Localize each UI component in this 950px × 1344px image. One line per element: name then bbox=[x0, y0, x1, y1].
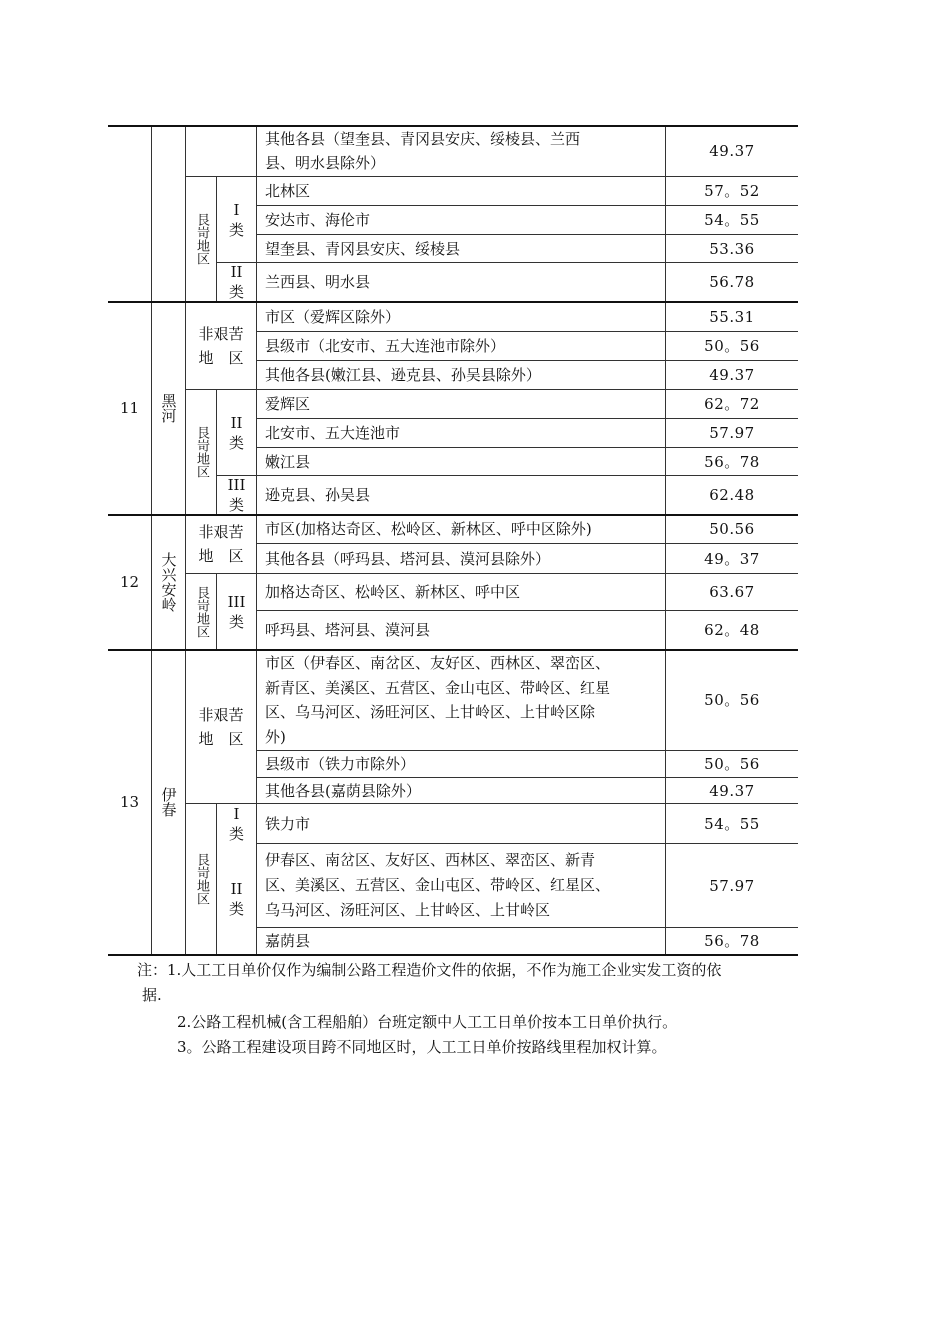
area-cell: 其他各县(嘉荫县除外） bbox=[265, 781, 421, 800]
class-label: II 类 bbox=[228, 413, 244, 452]
row-number: 11 bbox=[119, 399, 140, 417]
price-cell: 49.37 bbox=[709, 366, 755, 384]
price-cell: 62。72 bbox=[704, 395, 760, 413]
price-cell: 53.36 bbox=[709, 239, 755, 258]
area-cell: 伊春区、南岔区、友好区、西林区、翠峦区、新青 区、美溪区、五营区、金山屯区、带岭区、红星区、 乌马河区、汤旺河区、上甘岭区、上甘岭区 bbox=[265, 851, 611, 919]
area-cell: 安达市、海伦市 bbox=[265, 211, 371, 229]
class-label: I 类 bbox=[228, 804, 244, 843]
area-cell: 加格达奇区、松岭区、新林区、呼中区 bbox=[265, 583, 521, 601]
class-label: III 类 bbox=[227, 476, 246, 514]
price-cell: 62。48 bbox=[704, 621, 760, 639]
city-name bbox=[152, 302, 185, 514]
area-cell: 逊克县、孙吴县 bbox=[265, 486, 371, 504]
area-cell: 北安市、五大连池市 bbox=[265, 424, 401, 442]
area-cell: 北林区 bbox=[265, 182, 311, 200]
area-cell: 其他各县（望奎县、青冈县安庆、绥棱县、兰西 县、明水县除外） bbox=[265, 130, 581, 172]
price-cell: 56.78 bbox=[709, 273, 755, 291]
area-cell: 呼玛县、塔河县、漠河县 bbox=[265, 621, 431, 639]
city-name-text: 黑河 bbox=[159, 393, 178, 423]
area-cell: 铁力市 bbox=[265, 814, 311, 833]
area-cell: 市区（伊春区、南岔区、友好区、西林区、翠峦区、 新青区、美溪区、五营区、金山屯区、带岭区、红星 区、乌马河区、汤旺河区、上甘岭区、上甘岭区除 外) bbox=[265, 654, 611, 746]
area-cell: 望奎县、青冈县安庆、绥棱县 bbox=[265, 239, 461, 258]
hard-area-label: 艮岢地区 bbox=[194, 853, 209, 905]
price-cell: 50。56 bbox=[704, 755, 760, 773]
city-name-text: 大兴安岭 bbox=[159, 552, 178, 612]
table-border bbox=[256, 125, 257, 956]
area-cell: 县级市（铁力市除外） bbox=[265, 755, 416, 773]
class-label: II 类 bbox=[228, 880, 244, 918]
note-line: 3。公路工程建设项目跨不同地区时，人工工日单价按路线里程加权计算。 bbox=[177, 1038, 667, 1056]
price-cell: 56。78 bbox=[704, 452, 760, 471]
area-cell: 嫩江县 bbox=[265, 452, 311, 471]
price-cell: 50.56 bbox=[709, 520, 755, 538]
price-cell: 54。55 bbox=[704, 814, 760, 833]
city-name bbox=[152, 650, 185, 954]
class-label: II 类 bbox=[228, 263, 244, 301]
area-cell: 市区（爱辉区除外） bbox=[265, 307, 401, 326]
note-line: 注：1.人工工日单价仅作为编制公路工程造价文件的依据，不作为施工企业实发工资的依 bbox=[137, 961, 722, 979]
price-cell: 50。56 bbox=[704, 691, 760, 709]
area-cell: 县级市（北安市、五大连池市除外） bbox=[265, 337, 506, 355]
price-cell: 49.37 bbox=[709, 142, 755, 160]
area-cell: 嘉荫县 bbox=[265, 932, 311, 950]
price-cell: 57.97 bbox=[709, 876, 755, 895]
class-label: I 类 bbox=[228, 200, 244, 239]
area-cell: 爱辉区 bbox=[265, 395, 311, 413]
area-cell: 其他各县（呼玛县、塔河县、漠河县除外） bbox=[265, 549, 551, 568]
class-label: III 类 bbox=[227, 592, 246, 631]
table-border bbox=[108, 954, 798, 956]
area-cell: 市区(加格达奇区、松岭区、新林区、呼中区除外) bbox=[265, 520, 592, 538]
area-cell: 兰西县、明水县 bbox=[265, 273, 371, 291]
price-cell: 57。52 bbox=[704, 182, 760, 200]
non-hard-area-label: 非艰苦 地 区 bbox=[198, 324, 244, 367]
non-hard-area-label: 非艰苦 地 区 bbox=[198, 705, 244, 748]
price-cell: 49。37 bbox=[704, 549, 760, 568]
hard-area-label: 艮岢地区 bbox=[194, 213, 209, 265]
price-cell: 62.48 bbox=[709, 486, 755, 504]
price-cell: 49.37 bbox=[709, 781, 755, 800]
row-number: 13 bbox=[119, 793, 140, 811]
hard-area-label: 艮岢地区 bbox=[194, 585, 209, 638]
price-cell: 55.31 bbox=[709, 307, 755, 326]
price-cell: 57.97 bbox=[709, 424, 755, 442]
non-hard-area-label: 非艰苦 地 区 bbox=[198, 523, 244, 565]
area-cell: 其他各县(嫩江县、逊克县、孙吴县除外） bbox=[265, 366, 541, 384]
price-cell: 63.67 bbox=[709, 583, 755, 601]
hard-area-label: 艮岢地区 bbox=[194, 426, 209, 478]
price-cell: 54。55 bbox=[704, 211, 760, 229]
note-line: 2.公路工程机械(含工程船舶）台班定额中人工工日单价按本工日单价执行。 bbox=[177, 1013, 678, 1031]
row-number: 12 bbox=[119, 573, 140, 591]
note-line: 据. bbox=[142, 986, 162, 1004]
price-cell: 50。56 bbox=[704, 337, 760, 355]
city-name-text: 伊春 bbox=[159, 787, 178, 817]
price-cell: 56。78 bbox=[704, 932, 760, 950]
city-name bbox=[152, 515, 185, 649]
